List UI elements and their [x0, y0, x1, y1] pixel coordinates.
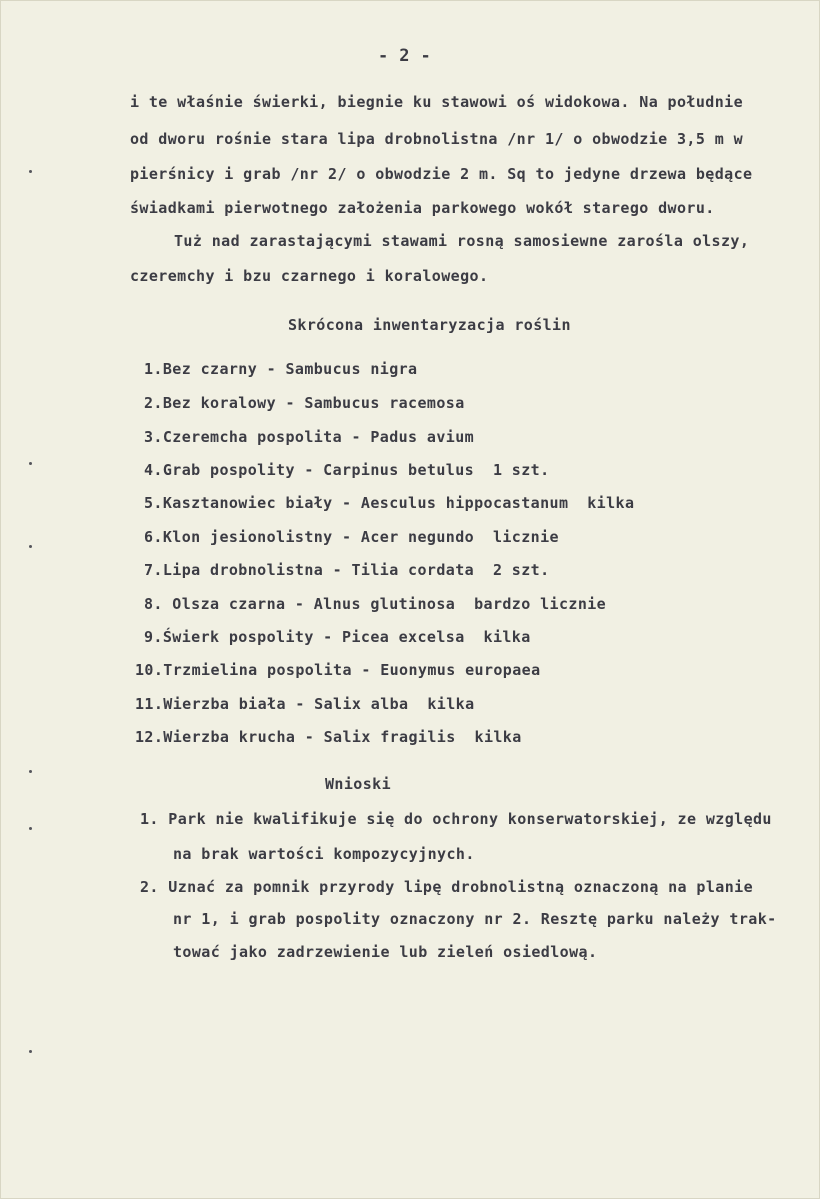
inventory-item: 1.Bez czarny - Sambucus nigra: [144, 360, 418, 378]
conclusion-line: 1. Park nie kwalifikuje się do ochrony konserwatorskiej, ze względu: [140, 810, 772, 828]
inventory-item: 9.Świerk pospolity - Picea excelsa kilka: [144, 628, 531, 646]
paragraph-line: świadkami pierwotnego założenia parkowego wokół starego dworu.: [130, 199, 715, 217]
margin-mark: [29, 827, 32, 830]
inventory-item: 5.Kasztanowiec biały - Aesculus hippocastanum kilka: [144, 494, 635, 512]
paragraph-line: pierśnicy i grab /nr 2/ o obwodzie 2 m. Sq to jedyne drzewa będące: [130, 165, 753, 183]
inventory-item: 4.Grab pospolity - Carpinus betulus 1 szt.: [144, 461, 550, 479]
paragraph-line: od dworu rośnie stara lipa drobnolistna /nr 1/ o obwodzie 3,5 m w: [130, 130, 743, 148]
inventory-item: 6.Klon jesionolistny - Acer negundo licznie: [144, 528, 559, 546]
inventory-item: 8. Olsza czarna - Alnus glutinosa bardzo licznie: [144, 595, 607, 613]
margin-mark: [29, 545, 32, 548]
section-heading-inventory: Skrócona inwentaryzacja roślin: [288, 316, 571, 334]
paragraph-line: czeremchy i bzu czarnego i koralowego.: [130, 267, 489, 285]
section-heading-conclusions: Wnioski: [325, 775, 392, 793]
inventory-item: 7.Lipa drobnolistna - Tilia cordata 2 szt.: [144, 561, 550, 579]
paragraph-line: i te właśnie świerki, biegnie ku stawowi oś widokowa. Na południe: [130, 93, 743, 111]
conclusion-line: tować jako zadrzewienie lub zieleń osiedlową.: [173, 943, 598, 961]
margin-mark: [29, 170, 32, 173]
page-number: - 2 -: [378, 46, 432, 66]
inventory-item: 11.Wierzba biała - Salix alba kilka: [135, 695, 475, 713]
conclusion-line: nr 1, i grab pospolity oznaczony nr 2. Resztę parku należy trak-: [173, 910, 777, 928]
margin-mark: [29, 1050, 32, 1053]
margin-mark: [29, 462, 32, 465]
paragraph-line: Tuż nad zarastającymi stawami rosną samosiewne zarośla olszy,: [174, 232, 750, 250]
inventory-item: 10.Trzmielina pospolita - Euonymus europaea: [135, 661, 541, 679]
conclusion-line: 2. Uznać za pomnik przyrody lipę drobnolistną oznaczoną na planie: [140, 878, 753, 896]
margin-mark: [29, 770, 32, 773]
inventory-item: 12.Wierzba krucha - Salix fragilis kilka: [135, 728, 522, 746]
inventory-item: 3.Czeremcha pospolita - Padus avium: [144, 428, 475, 446]
inventory-item: 2.Bez koralowy - Sambucus racemosa: [144, 394, 465, 412]
conclusion-line: na brak wartości kompozycyjnych.: [173, 845, 475, 863]
